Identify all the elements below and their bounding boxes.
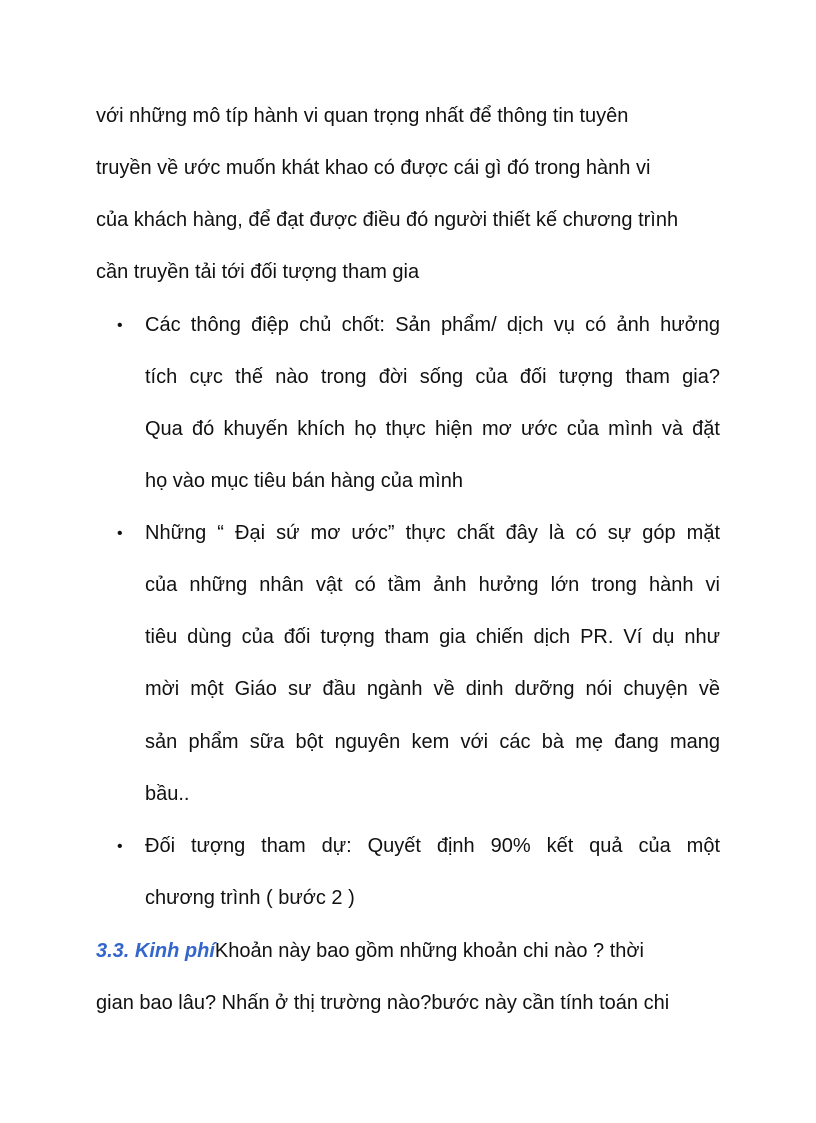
intro-line: của khách hàng, để đạt được điều đó người thiết kế chương trình bbox=[96, 209, 679, 231]
section-text: Khoản này bao gồm những khoản chi nào ? thời bbox=[214, 940, 644, 962]
bullet-line: họ vào mục tiêu bán hàng của mình bbox=[145, 470, 463, 492]
bullet-line: tích cực thế nào trong đời sống của đối tượng tham gia? bbox=[145, 366, 720, 388]
bullet-icon: • bbox=[117, 838, 123, 855]
bullet-icon: • bbox=[117, 317, 123, 334]
bullet-line: sản phẩm sữa bột nguyên kem với các bà mẹ đang mang bbox=[145, 731, 720, 753]
bullet-icon: • bbox=[117, 525, 123, 542]
bullet-line: chương trình ( bước 2 ) bbox=[145, 887, 355, 909]
bullet-line: Các thông điệp chủ chốt: Sản phẩm/ dịch vụ có ảnh hưởng bbox=[145, 314, 720, 336]
section-second-line: gian bao lâu? Nhấn ở thị trường nào?bước này cần tính toán chi bbox=[96, 992, 670, 1014]
section-first-line bbox=[96, 939, 644, 963]
intro-line: với những mô típ hành vi quan trọng nhất để thông tin tuyên bbox=[96, 105, 629, 127]
section-heading: 3.3. Kinh phí bbox=[96, 940, 215, 962]
intro-line: truyền về ước muốn khát khao có được cái gì đó trong hành vi bbox=[96, 157, 651, 179]
bullet-line: mời một Giáo sư đầu ngành về dinh dưỡng nói chuyện về bbox=[145, 678, 720, 700]
bullet-line: Đối tượng tham dự: Quyết định 90% kết quả của một bbox=[145, 835, 720, 857]
bullet-line: Những “ Đại sứ mơ ước” thực chất đây là có sự góp mặt bbox=[145, 522, 720, 544]
bullet-line: tiêu dùng của đối tượng tham gia chiến dịch PR. Ví dụ như bbox=[145, 626, 720, 648]
bullet-line: Qua đó khuyến khích họ thực hiện mơ ước của mình và đặt bbox=[145, 418, 720, 440]
intro-line: cần truyền tải tới đối tượng tham gia bbox=[96, 261, 420, 283]
bullet-line: bầu.. bbox=[145, 783, 190, 805]
bullet-line: của những nhân vật có tầm ảnh hưởng lớn trong hành vi bbox=[145, 574, 720, 596]
